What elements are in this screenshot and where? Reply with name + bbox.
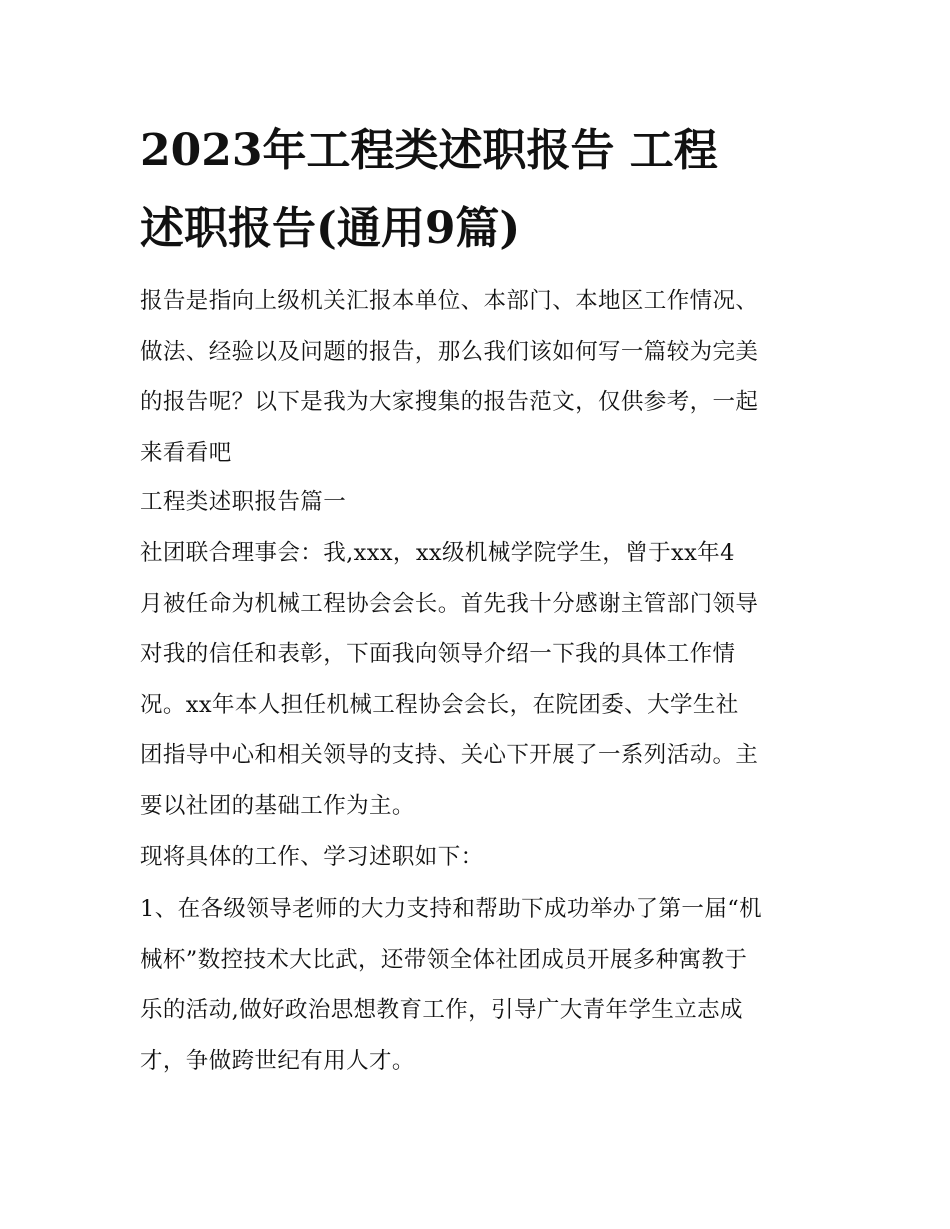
text-line: 况。xx年本人担任机械工程协会会长，在院团委、大学生社	[140, 691, 739, 718]
section-heading-text: 工程类述职报告篇一	[140, 489, 347, 515]
text-line: 乐的活动,做好政治思想教育工作，引导广大青年学生立志成	[140, 997, 743, 1023]
title-line: 述职报告(通用9篇)	[140, 203, 521, 254]
section-heading	[140, 477, 820, 528]
text-line: 的报告呢？以下是我为大家搜集的报告范文，仅供参考，一起	[140, 389, 759, 415]
text-line: 1、在各级领导老师的大力支持和帮助下成功举办了第一届“机	[140, 896, 763, 922]
text-line: 来看看吧	[140, 439, 232, 466]
text-line: 做法、经验以及问题的报告，那么我们该如何写一篇较为完美	[140, 338, 759, 365]
title-line: 2023年工程类述职报告 工程	[140, 125, 718, 176]
body-paragraph	[140, 884, 820, 1086]
text-line: 对我的信任和表彰，下面我向领导介绍一下我的具体工作情	[140, 641, 736, 667]
text-line: 要以社团的基础工作为主。	[140, 792, 415, 819]
body-paragraph	[140, 832, 820, 883]
text-line: 才，争做跨世纪有用人才。	[140, 1047, 415, 1074]
text-line: 团指导中心和相关领导的支持、关心下开展了一系列活动。主	[140, 742, 759, 768]
document-title	[140, 112, 820, 268]
text-line: 月被任命为机械工程协会会长。首先我十分感谢主管部门领导	[140, 590, 759, 617]
intro-paragraph	[140, 276, 820, 478]
text-line: 社团联合理事会：我,xxx，xx级机械学院学生，曾于xx年4	[140, 540, 735, 566]
body-paragraph	[140, 528, 820, 831]
text-line: 报告是指向上级机关汇报本单位、本部门、本地区工作情况、	[140, 288, 759, 314]
text-line: 现将具体的工作、学习述职如下：	[140, 844, 484, 870]
text-line: 械杯”数控技术大比武，还带领全体社团成员开展多种寓教于	[140, 946, 748, 973]
